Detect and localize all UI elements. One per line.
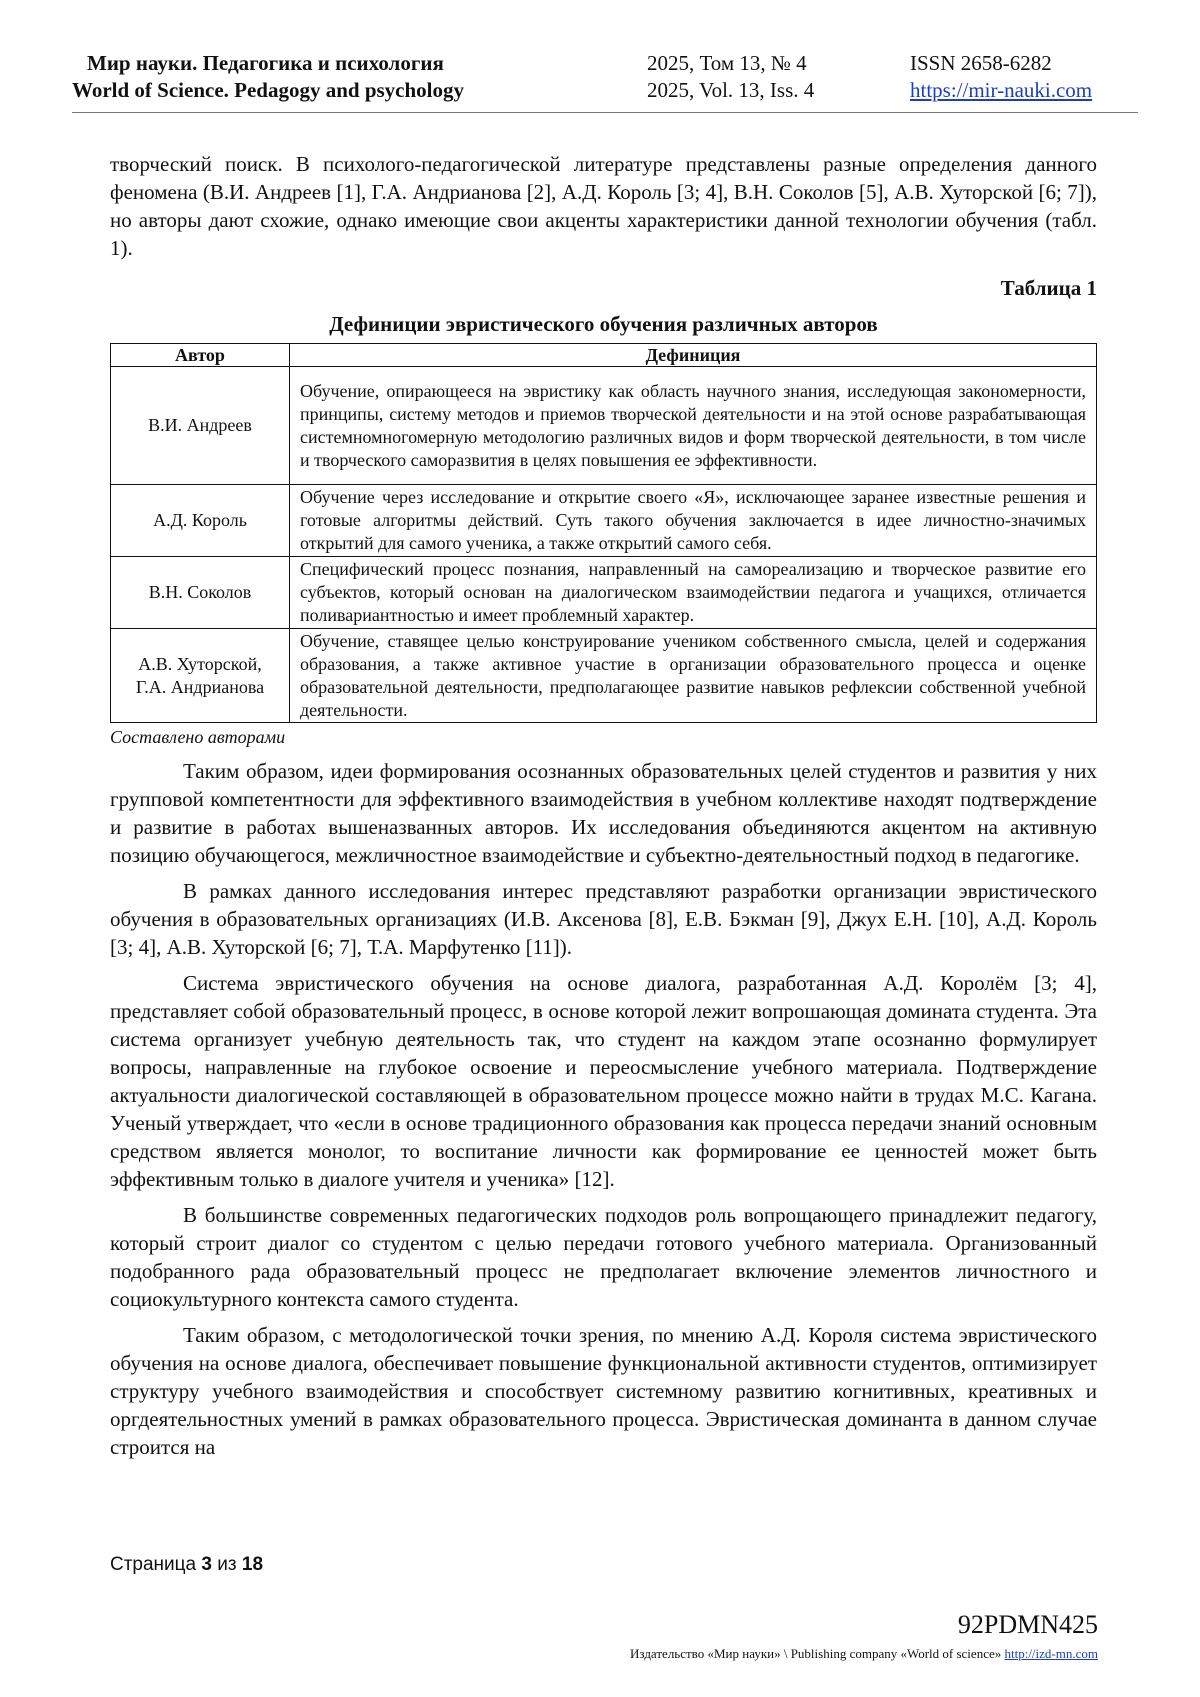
article-code: 92PDMN425 xyxy=(957,1610,1098,1639)
page-total: 18 xyxy=(241,1554,264,1575)
table-title: Дефиниции эвристического обучения различных авторов xyxy=(329,312,878,336)
page-number xyxy=(110,1554,263,1576)
body-paragraph: В рамках данного исследования интерес представляют разработки организации эвристического обучения в образовательных организациях (И.В. Аксенова [8], Е.В. Бэкман [9], Джух Е.Н. [10], А.Д. Король [3; 4], А.В. Хуторской [6; 7], Т.А. Марфутенко [11]). xyxy=(110,879,1097,959)
issue-en: 2025, Vol. 13, Iss. 4 xyxy=(647,78,815,102)
table-row xyxy=(111,485,1097,557)
author-cell: В.Н. Соколов xyxy=(111,557,290,629)
table-row xyxy=(111,557,1097,629)
publisher-url-link[interactable]: http://izd-mn.com xyxy=(1004,1646,1098,1661)
table-row xyxy=(111,629,1097,723)
publisher-text: Издательство «Мир науки» \ Publishing company «World of science» xyxy=(630,1646,1002,1661)
definition-cell: Обучение, ставящее целью конструирование учеником собственного смысла, целей и содержания образования, а также активное участие в организации образовательного процесса и оценке образовательной деятельности, предполагающее развитие навыков рефлексии собственной учебной деятельности. xyxy=(290,629,1097,723)
journal-title-ru: Мир науки. Педагогика и психология xyxy=(87,51,444,75)
body-paragraph: Система эвристического обучения на основе диалога, разработанная А.Д. Королём [3; 4], представляет собой образовательный процесс, в основе которой лежит вопрошающая домината студента. Эта система организует учебную деятельность так, что студент на каждом этапе осознанно формулирует вопросы, направленные на глубокое освоение и переосмысление учебного материала. Подтверждение актуальности диалогической составляющей в образовательном процессе можно найти в трудах М.С. Кагана. Ученый утверждает, что «если в основе традиционного образования как процесса передачи знаний основным средством является монолог, то воспитание личности как формирование ее ценностей может быть эффективным только в диалоге учителя и ученика» [12]. xyxy=(110,971,1097,1191)
definition-cell: Специфический процесс познания, направленный на самореализацию и творческое развитие его субъектов, который основан на диалогическом взаимодействии педагога и учащихся, отличается поливариантностью и имеет проблемный характер. xyxy=(290,557,1097,629)
journal-header xyxy=(72,50,1138,113)
body-paragraph: В большинстве современных педагогических подходов роль вопрощающего принадлежит педагогу, который строит диалог со студентом с целью передачи готового учебного материала. Организованный подобранного рада образовательный процесс не предполагает включение элементов личностного и социокультурного контекста самого студента. xyxy=(110,1203,1097,1311)
table-label: Таблица 1 xyxy=(1000,276,1097,300)
definitions-table xyxy=(110,343,1097,723)
definition-cell: Обучение через исследование и открытие своего «Я», исключающее заранее известные решения и готовые алгоритмы действий. Суть такого обучения заключается в идее личностно-значимых открытий для самого ученика, а также открытий самого себя. xyxy=(290,485,1097,557)
body-paragraph: Таким образом, с методологической точки зрения, по мнению А.Д. Короля система эвристического обучения на основе диалога, обеспечивает повышение функциональной активности студентов, оптимизирует структуру учебного взаимодействия и способствует системному развитию когнитивных, креативных и оргдеятельностных умений в рамках образовательного процесса. Эвристическая доминанта в данном случае строится на xyxy=(110,1323,1097,1459)
page-content xyxy=(110,150,1097,1461)
publisher-line xyxy=(630,1646,1098,1662)
page-current: 3 xyxy=(201,1554,212,1575)
table-row xyxy=(111,367,1097,485)
issn: ISSN 2658-6282 xyxy=(910,51,1052,75)
body-paragraph: Таким образом, идеи формирования осознанных образовательных целей студентов и развития у них групповой компетентности для эффективного взаимодействия в учебном коллективе находят подтверждение и развитие в работах вышеназванных авторов. Их исследования объединяются акцентом на активную позицию обучающегося, межличностное взаимодействие и субъектно-деятельностный подход в педагогике. xyxy=(110,759,1097,867)
table-header-row xyxy=(111,344,1097,367)
journal-url-link[interactable]: https://mir-nauki.com xyxy=(910,78,1093,102)
intro-paragraph: творческий поиск. В психолого-педагогической литературе представлены разные определения данного феномена (В.И. Андреев [1], Г.А. Андрианова [2], А.Д. Король [3; 4], В.Н. Соколов [5], А.В. Хуторской [6; 7]), но авторы дают схожие, однако имеющие свои акценты характеристики данной технологии обучения (табл. 1). xyxy=(110,152,1097,260)
column-header-definition: Дефиниция xyxy=(290,344,1097,367)
author-cell: А.Д. Король xyxy=(111,485,290,557)
column-header-author: Автор xyxy=(111,344,290,367)
definition-cell: Обучение, опирающееся на эвристику как область научного знания, исследующая закономерности, принципы, систему методов и приемов творческой деятельности и на этой основе разрабатывающая системномногомерную методологию различных видов и форм творческой деятельности, в том числе и творческого саморазвития в целях повышения ее эффективности. xyxy=(290,367,1097,485)
page-separator: из xyxy=(217,1554,237,1575)
journal-title-en: World of Science. Pedagogy and psychology xyxy=(72,78,465,102)
table-source-note: Составлено авторами xyxy=(110,727,286,747)
author-cell: А.В. Хуторской, Г.А. Андрианова xyxy=(111,629,290,723)
issue-ru: 2025, Том 13, № 4 xyxy=(647,51,807,75)
page-prefix: Страница xyxy=(110,1554,197,1575)
author-cell: В.И. Андреев xyxy=(111,367,290,485)
